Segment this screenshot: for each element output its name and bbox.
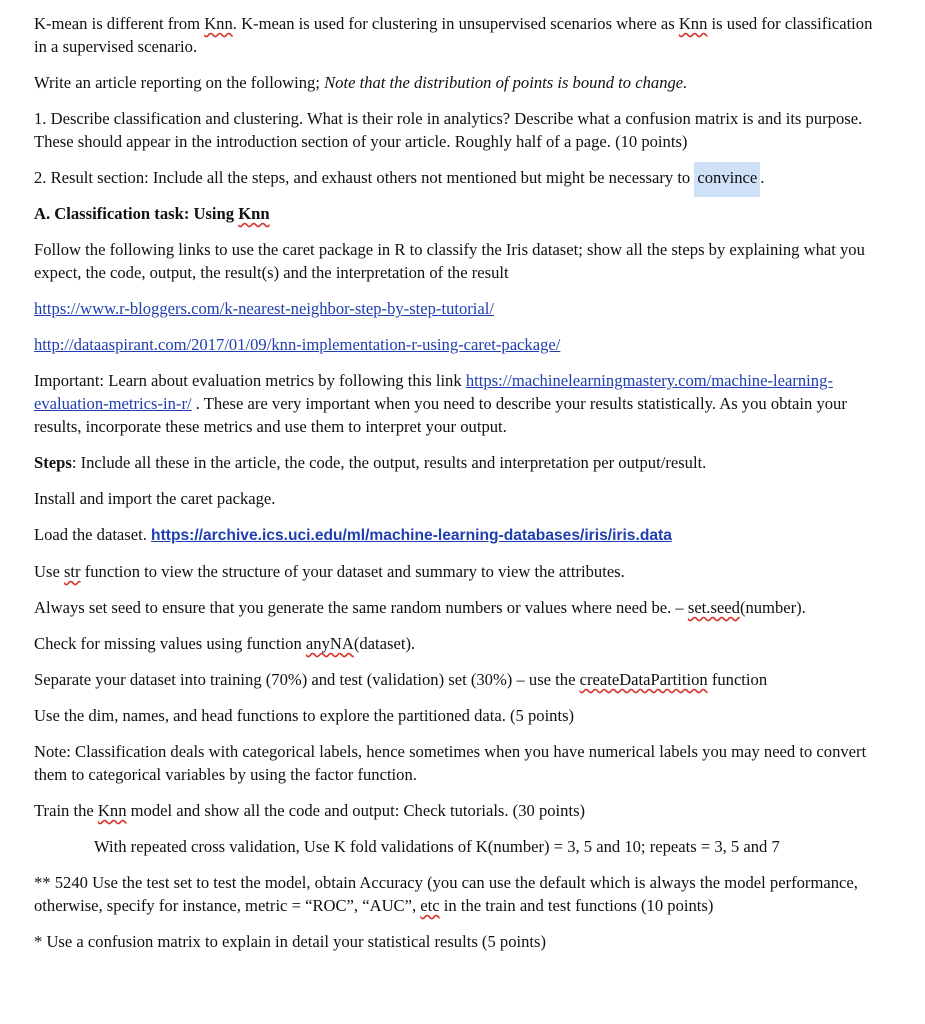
evaluation-metrics-link[interactable]: https://machinelearningmastery.com/machine-learning-evaluation-metrics-in-r/	[34, 371, 833, 413]
spellcheck-word: etc	[420, 896, 440, 915]
str-step: Use str function to view the structure of your dataset and summary to view the attributes.	[34, 562, 625, 581]
spellcheck-word: createDataPartition	[579, 670, 708, 689]
italic-note: Note that the distribution of points is bound to change.	[324, 73, 688, 92]
section-heading-a: A. Classification task: Using Knn	[34, 204, 270, 223]
train-step: Train the Knn model and show all the code and output: Check tutorials. (30 points)	[34, 801, 586, 820]
intro-paragraph: K-mean is different from Knn. K-mean is used for clustering in unsupervised scenarios where as Knn is used for classification in a supervised scenario.	[34, 14, 873, 56]
steps-label: Steps	[34, 453, 72, 472]
link-paragraph-1	[34, 297, 884, 320]
r-bloggers-link[interactable]: https://www.r-bloggers.com/k-nearest-neighbor-step-by-step-tutorial/	[34, 299, 494, 318]
partition-step: Separate your dataset into training (70%) and test (validation) set (30%) – use the createDataPartition function	[34, 670, 768, 689]
link-paragraph-2	[34, 333, 884, 356]
document-page	[34, 12, 884, 966]
spellcheck-word: Knn	[238, 204, 270, 223]
dataaspirant-link[interactable]: http://dataaspirant.com/2017/01/09/knn-implementation-r-using-caret-package/	[34, 335, 561, 354]
missing-values-step: Check for missing values using function anyNA(dataset).	[34, 634, 416, 653]
item-1-paragraph: 1. Describe classification and clustering. What is their role in analytics? Describe what a confusion matrix is and its purpose. These should appear in the introduction section of your article. Roughly half of a page. (10 points)	[34, 109, 863, 151]
spellcheck-word: Knn	[97, 801, 127, 820]
instruction-paragraph: Write an article reporting on the following; Note that the distribution of points is bound to change.	[34, 73, 688, 92]
note-paragraph: Note: Classification deals with categorical labels, hence sometimes when you have numerical labels you may need to convert them to categorical variables by using the factor function.	[34, 742, 867, 784]
load-dataset-step: Load the dataset. https://archive.ics.uci.edu/ml/machine-learning-databases/iris/iris.data	[34, 525, 672, 544]
test-set-step: ** 5240 Use the test set to test the model, obtain Accuracy (you can use the default which is always the model performance, otherwise, specify for instance, metric = “ROC”, “AUC”, etc in the train and test functions (10 points)	[34, 873, 858, 915]
follow-links-paragraph: Follow the following links to use the caret package in R to classify the Iris dataset; show all the steps by explaining what you expect, the code, output, the result(s) and the interpretation of the result	[34, 240, 865, 282]
confusion-matrix-step: * Use a confusion matrix to explain in detail your statistical results (5 points)	[34, 932, 546, 951]
spellcheck-word: str	[63, 562, 81, 581]
explore-step: Use the dim, names, and head functions to explore the partitioned data. (5 points)	[34, 706, 575, 725]
cross-validation-step: With repeated cross validation, Use K fold validations of K(number) = 3, 5 and 10; repeats = 3, 5 and 7	[94, 837, 780, 856]
important-paragraph: Important: Learn about evaluation metrics by following this link https://machinelearningmastery.com/machine-learning-evaluation-metrics-in-r/ . These are very important when you need to describe your results statistically. As you obtain your results, incorporate these metrics and use them to interpret your output.	[34, 371, 847, 436]
spellcheck-word: Knn	[678, 14, 708, 33]
iris-dataset-link[interactable]: https://archive.ics.uci.edu/ml/machine-learning-databases/iris/iris.data	[151, 527, 672, 544]
spellcheck-word: anyNA	[305, 634, 354, 653]
spellcheck-word: set.seed	[687, 598, 740, 617]
install-step: Install and import the caret package.	[34, 489, 276, 508]
text-selection-highlight[interactable]: convince	[694, 162, 760, 197]
seed-step: Always set seed to ensure that you generate the same random numbers or values where need be. – set.seed(number).	[34, 598, 806, 617]
spellcheck-word: Knn	[204, 14, 233, 33]
steps-paragraph: Steps: Include all these in the article, the code, the output, results and interpretation per output/result.	[34, 453, 707, 472]
item-2-paragraph: 2. Result section: Include all the steps, and exhaust others not mentioned but might be necessary to convince .	[34, 166, 884, 189]
